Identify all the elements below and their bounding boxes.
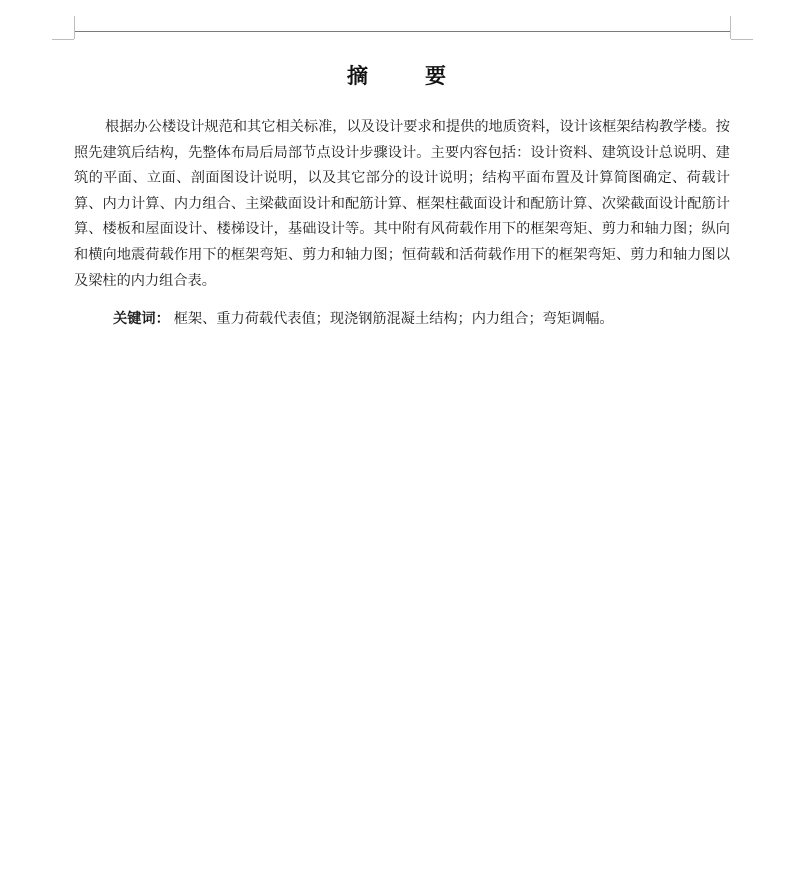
crop-mark-top-right <box>731 39 753 40</box>
crop-mark-top-left-vertical <box>74 16 75 39</box>
keywords-label: 关键词： <box>113 311 170 327</box>
page-title: 摘 要 <box>347 64 464 88</box>
crop-mark-top-right-vertical <box>730 16 731 39</box>
keywords-line <box>113 307 733 332</box>
abstract-paragraph: 根据办公楼设计规范和其它相关标准，以及设计要求和提供的地质资料，设计该框架结构教学楼。按照先建筑后结构，先整体布局后局部节点设计步骤设计。主要内容包括：设计资料、建筑设计总说明、建筑的平面、立面、剖面图设计说明，以及其它部分的设计说明；结构平面布置及计算简图确定、荷载计算、内力计算、内力组合、主梁截面设计和配筋计算、框架柱截面设计和配筋计算、次梁截面设计配筋计算、楼板和屋面设计、楼梯设计，基础设计等。其中附有风荷载作用下的框架弯矩、剪力和轴力图；纵向和横向地震荷载作用下的框架弯矩、剪力和轴力图；恒荷载和活荷载作用下的框架弯矩、剪力和轴力图以及梁柱的内力组合表。 <box>74 119 730 289</box>
crop-mark-top-left <box>52 39 74 40</box>
header-rule <box>75 31 730 32</box>
keywords-text: 框架、重力荷载代表值；现浇钢筋混凝土结构；内力组合；弯矩调幅。 <box>173 311 614 327</box>
